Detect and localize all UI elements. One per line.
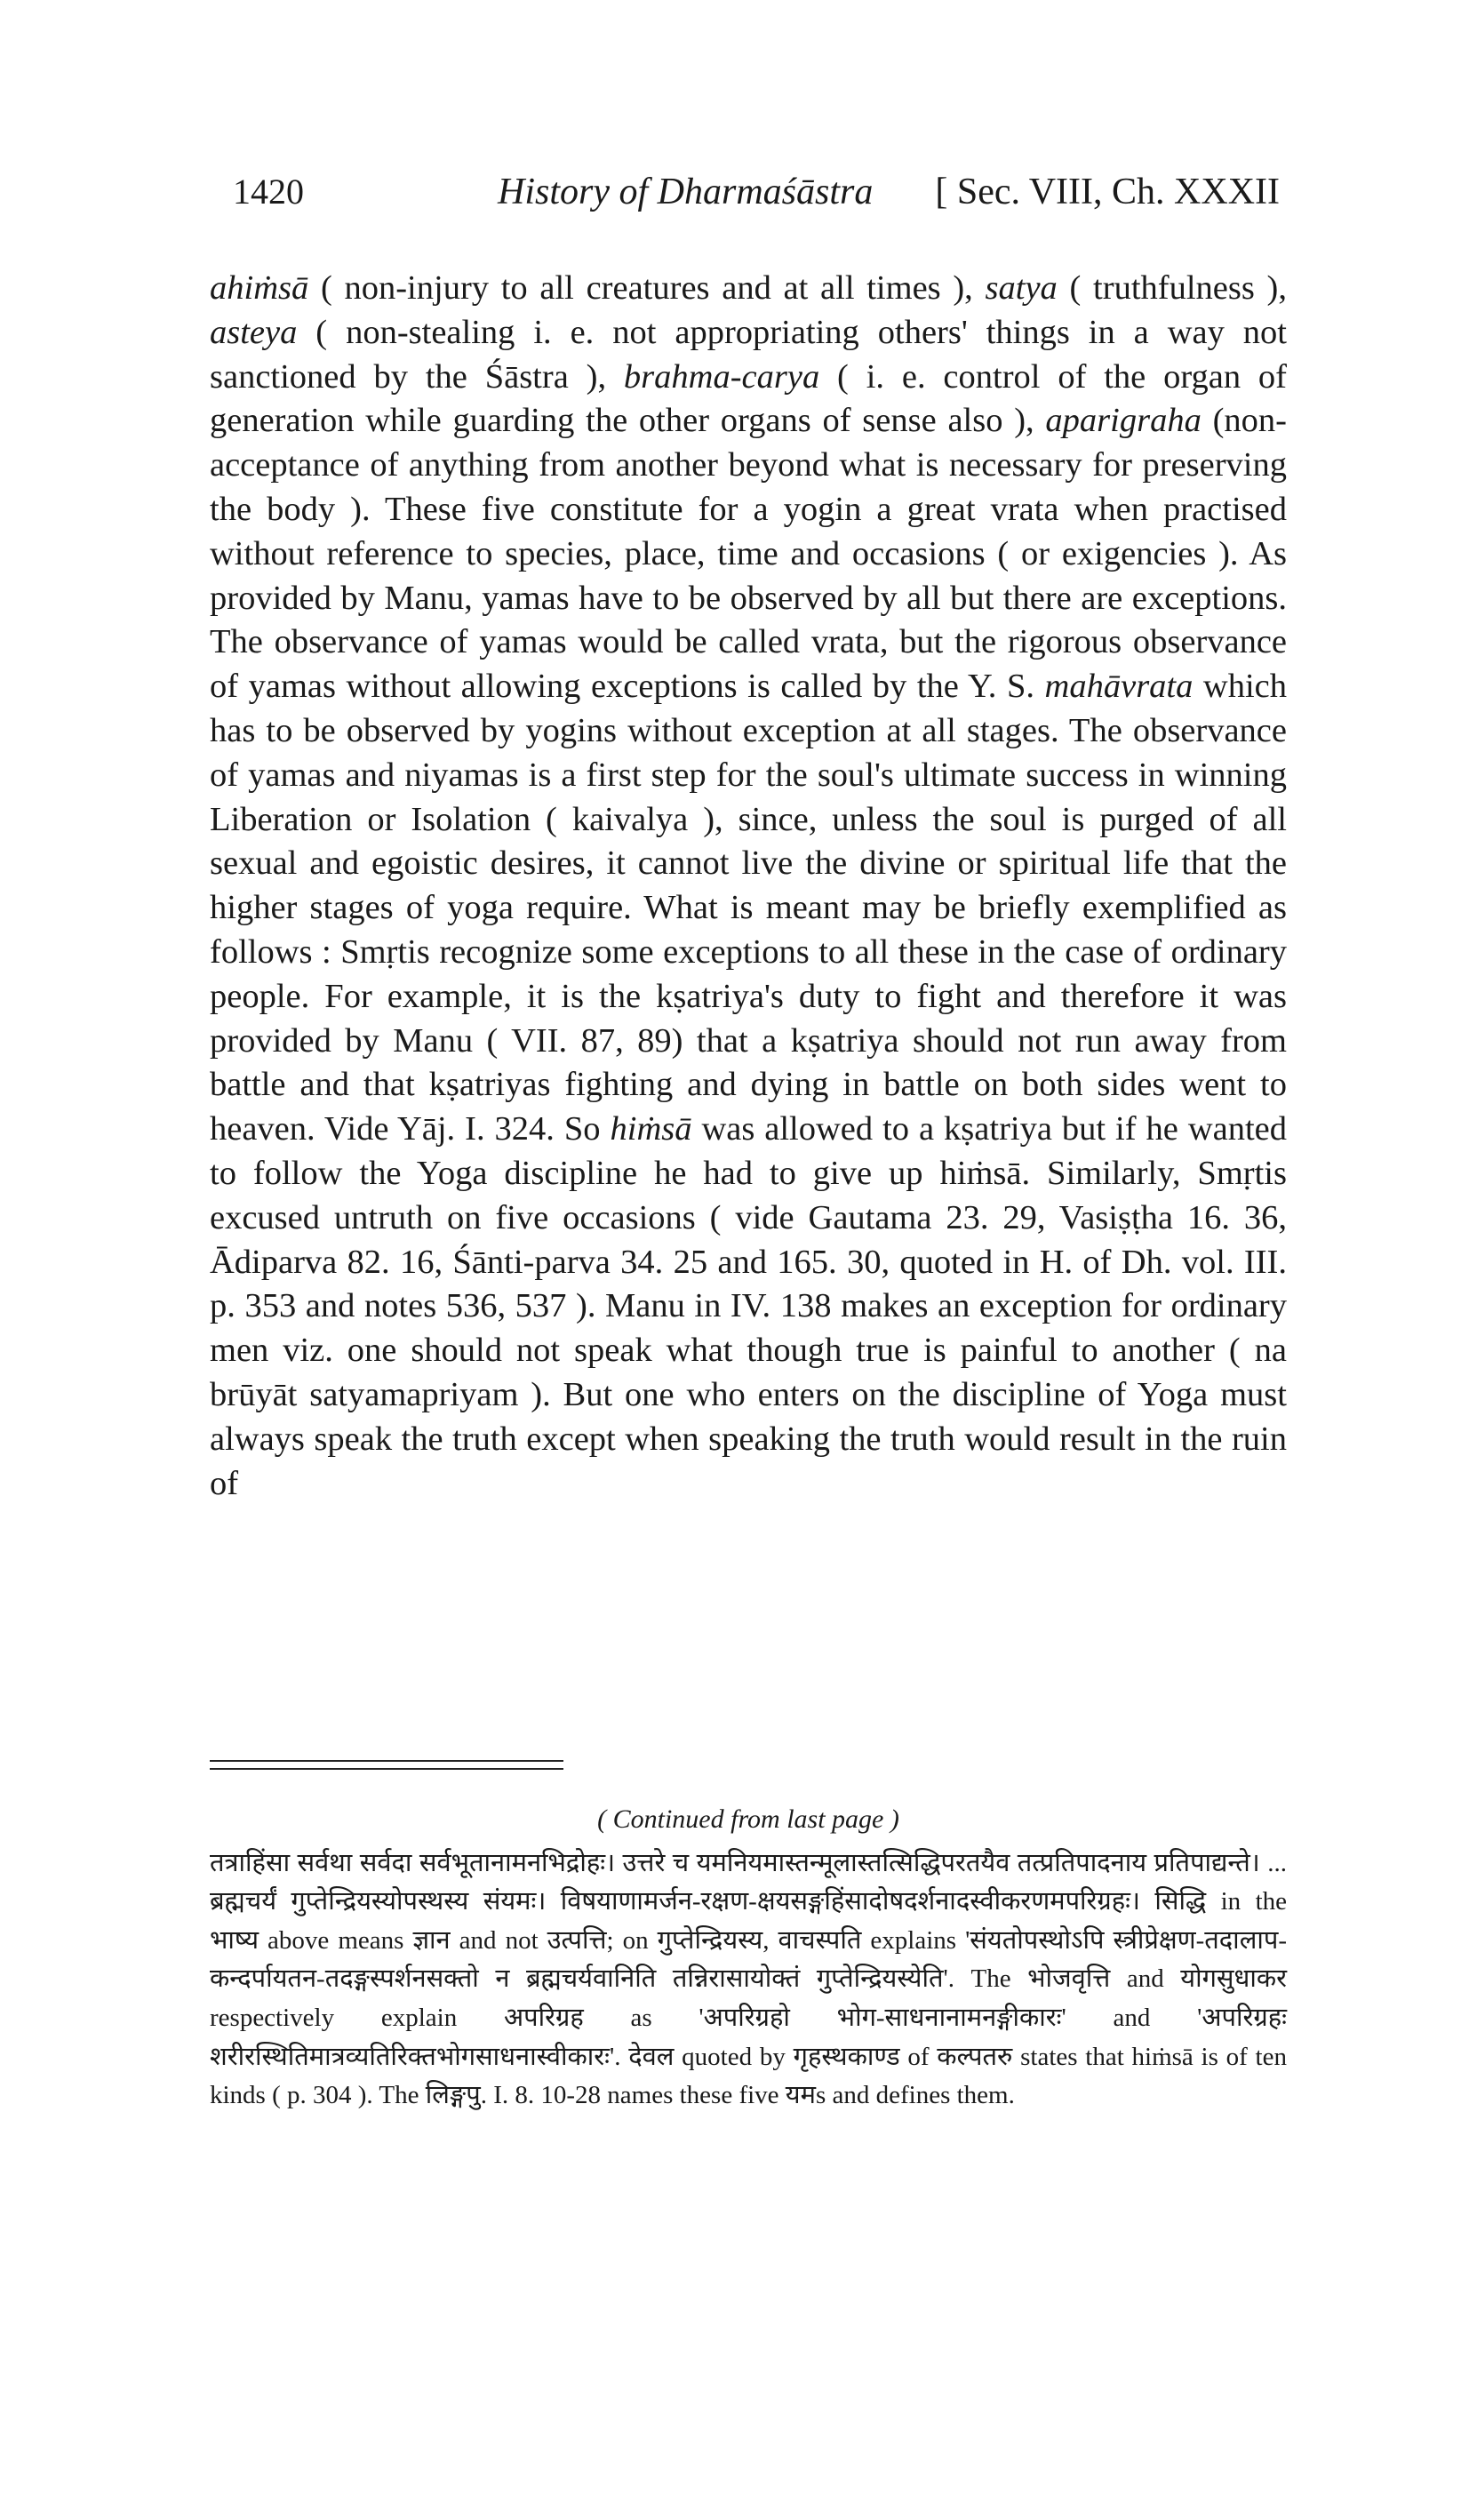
- page-header: [233, 171, 1280, 224]
- italic-term: hiṁsā: [610, 1110, 692, 1148]
- footnote: [210, 1800, 1287, 2116]
- footnote-divider: [210, 1760, 563, 1770]
- footnote-text: तत्राहिंसा सर्वथा सर्वदा सर्वभूतानामनभिद्रोहः। उत्तरे च यमनियमास्तन्मूलास्तत्सिद्धिपरतयैव तत्प्रतिपादनाय प्रतिपाद्यन्ते। ... ब्रह्मचर्यं गुप्तेन्द्रियस्योपस्थस्य संयमः। विषयाणामर्जन-रक्षण-क्षयसङ्गहिंसादोषदर्शनादस्वीकरणमपरिग्रहः। सिद्धि in the भाष्य above means ज्ञान and not उत्पत्ति; on गुप्तेन्द्रियस्य, वाचस्पति explains 'संयतोपस्थोऽपि स्त्रीप्रेक्षण-तदालाप-कन्दर्पायतन-तदङ्गस्पर्शनसक्तो न ब्रह्मचर्यवानिति तन्निरासायोक्तं गुप्तेन्द्रियस्येति'. The भोजवृत्ति and योगसुधाकर respectively explain अपरिग्रह as 'अपरिग्रहो भोग-साधनानामनङ्गीकारः' and 'अपरिग्रहः शरीरस्थितिमात्रव्यतिरिक्तभोगसाधनास्वीकारः'. देवल quoted by गृहस्थकाण्ड of कल्पतरु states that hiṁsā is of ten kinds ( p. 304 ). The लिङ्गपु. I. 8. 10-28 names these five यमs and defines them.: [210, 1848, 1287, 2110]
- body-text: [210, 267, 1287, 1506]
- body-segment: ( non-injury to all creatures and at all times ),: [308, 269, 986, 307]
- italic-term: satya: [985, 269, 1058, 307]
- italic-term: mahāvrata: [1044, 668, 1194, 706]
- body-segment: ( non-stealing i. e. not appropriating others' things in a way not sanctioned by the Śāstra ),: [210, 313, 1287, 396]
- running-title: History of Dharmaśāstra: [498, 172, 874, 212]
- footnote-continued-label: ( Continued from last page ): [597, 1804, 899, 1834]
- italic-term: asteya: [210, 313, 298, 351]
- italic-term: aparigraha: [1045, 402, 1202, 440]
- body-segment: ( i. e. control of the organ of generation while guarding the other organs of sense also ),: [210, 357, 1287, 440]
- italic-term: ahiṁsā: [210, 269, 309, 307]
- body-segment: (non-acceptance of anything from another beyond what is necessary for preserving the body ). These five constitute for a yogin a great vrata when practised without reference to species, place, time and occasions ( or exigencies ). As provided by Manu, yamas have to be observed by all but there are exceptions. The observance of yamas would be called vrata, but the rigorous observance of yamas without allowing exceptions is called by the Y. S.: [210, 402, 1287, 706]
- body-segment: ( truthfulness ),: [1057, 269, 1287, 307]
- body-segment: was allowed to a kṣatriya but if he wanted to follow the Yoga discipline he had to give up hiṁsā. Similarly, Smṛtis excused untruth on five occasions ( vide Gautama 23. 29, Vasiṣṭha 16. 36, Ādiparva 82. 16, Śānti-parva 34. 25 and 165. 30, quoted in H. of Dh. vol. III. p. 353 and notes 536, 537 ). Manu in IV. 138 makes an exception for ordinary men viz. one should not speak what though true is painful to another ( na brūyāt satyamapriyam ). But one who enters on the discipline of Yoga must always speak the truth except when speaking the truth would result in the ruin of: [210, 1110, 1287, 1502]
- body-segment: which has to be observed by yogins without exception at all stages. The observance of yamas and niyamas is a first step for the soul's ultimate success in winning Liberation or Isolation ( kaivalya ), since, unless the soul is purged of all sexual and egoistic desires, it cannot live the divine or spiritual life that the higher stages of yoga require. What is meant may be briefly exemplified as follows : Smṛtis recognize some exceptions to all these in the case of ordinary people. For example, it is the kṣatriya's duty to fight and therefore it was provided by Manu ( VII. 87, 89) that a kṣatriya should not run away from battle and that kṣatriyas fighting and dying in battle on both sides went to heaven. Vide Yāj. I. 324. So: [210, 668, 1287, 1148]
- section-reference: [ Sec. VIII, Ch. XXXII: [935, 172, 1280, 212]
- page-number: 1420: [233, 172, 304, 212]
- italic-term: brahma-carya: [623, 357, 820, 396]
